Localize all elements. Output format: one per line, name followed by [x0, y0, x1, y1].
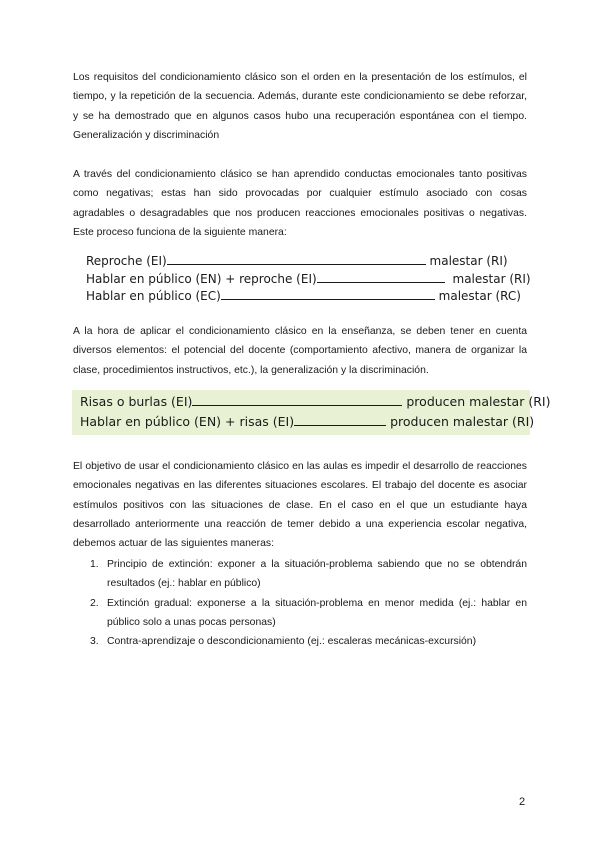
paragraph-conductas-emocionales: A través del condicionamiento clásico se han aprendido conductas emocionales tanto positivas como negativas; estas han sido provocadas por cualquier estímulo asociado con cosas agradables o desagradables que nos producen reacciones emocionales positivas o negativas. Este proceso funciona de la siguiente manera: — [73, 169, 527, 238]
conditioning-scheme-risas — [80, 392, 551, 431]
scheme-row — [86, 288, 521, 306]
scheme-row — [80, 412, 535, 432]
scheme-stimulus: Hablar en público (EC) — [86, 289, 221, 303]
list-item-text: Contra-aprendizaje o descondicionamiento (ej.: escaleras mecánicas-excursión) — [107, 636, 477, 648]
scheme-line — [221, 288, 435, 300]
scheme-row — [86, 271, 531, 289]
scheme-stimulus: Hablar en público (EN) + risas (EI) — [80, 413, 295, 429]
list-number: 3. — [90, 636, 99, 648]
steps-list — [73, 555, 527, 651]
list-item-text: Principio de extinción: exponer a la situación-problema sabiendo que no se obtendrán resultados (ej.: hablar en público) — [107, 559, 527, 590]
list-item — [73, 594, 527, 633]
scheme-stimulus: Hablar en público (EN) + reproche (EI) — [86, 271, 317, 286]
list-item — [73, 555, 527, 594]
scheme-line — [294, 414, 386, 426]
list-number: 2. — [90, 597, 99, 609]
scheme-row — [86, 253, 516, 271]
scheme-response: malestar (RC) — [438, 289, 521, 303]
scheme-line — [317, 271, 445, 283]
paragraph-objetivo: El objetivo de usar el condicionamiento clásico en las aulas es impedir el desarrollo de reacciones emocionales negativas en las diferentes situaciones escolares. El trabajo del docente es asociar estímulos positivos con las situaciones de clase. En el caso en el que un estudiante haya desarrollado anteriormente una reacción de temer debido a una experiencia escolar negativa, debemos actuar de las siguientes maneras: — [73, 461, 527, 550]
list-item — [73, 632, 527, 651]
scheme-response: producen malestar (RI) — [390, 413, 535, 429]
conditioning-scheme-reproche — [86, 253, 531, 306]
scheme-stimulus: Reproche (EI) — [86, 254, 167, 268]
list-item-text: Extinción gradual: exponerse a la situación-problema en menor medida (ej.: hablar en público solo a unas pocas personas) — [107, 597, 527, 628]
paragraph-aplicacion: A la hora de aplicar el condicionamiento clásico en la enseñanza, se deben tener en cuenta diversos elementos: el potencial del docente (comportamiento afectivo, manera de organizar la clase, procedimientos instructivos, etc.), la generalización y la discriminación. — [73, 326, 527, 376]
scheme-response: malestar (RI) — [452, 271, 531, 286]
list-number: 1. — [90, 559, 99, 570]
paragraph-requisitos: Los requisitos del condicionamiento clásico son el orden en la presentación de los estímulos, el tiempo, y la repetición de la secuencia. Además, durante este condicionamiento se debe reforzar, y se ha demostrado que en algunos casos hubo una recuperación espontánea con el tiempo. Generalización y discriminación — [73, 72, 527, 141]
scheme-response: malestar (RI) — [429, 254, 508, 268]
page-number: 2 — [519, 796, 526, 808]
scheme-line — [167, 253, 426, 265]
scheme-stimulus: Risas o burlas (EI) — [80, 394, 193, 409]
scheme-response: producen malestar (RI) — [406, 394, 551, 409]
scheme-line — [192, 394, 402, 406]
scheme-row — [80, 392, 551, 412]
